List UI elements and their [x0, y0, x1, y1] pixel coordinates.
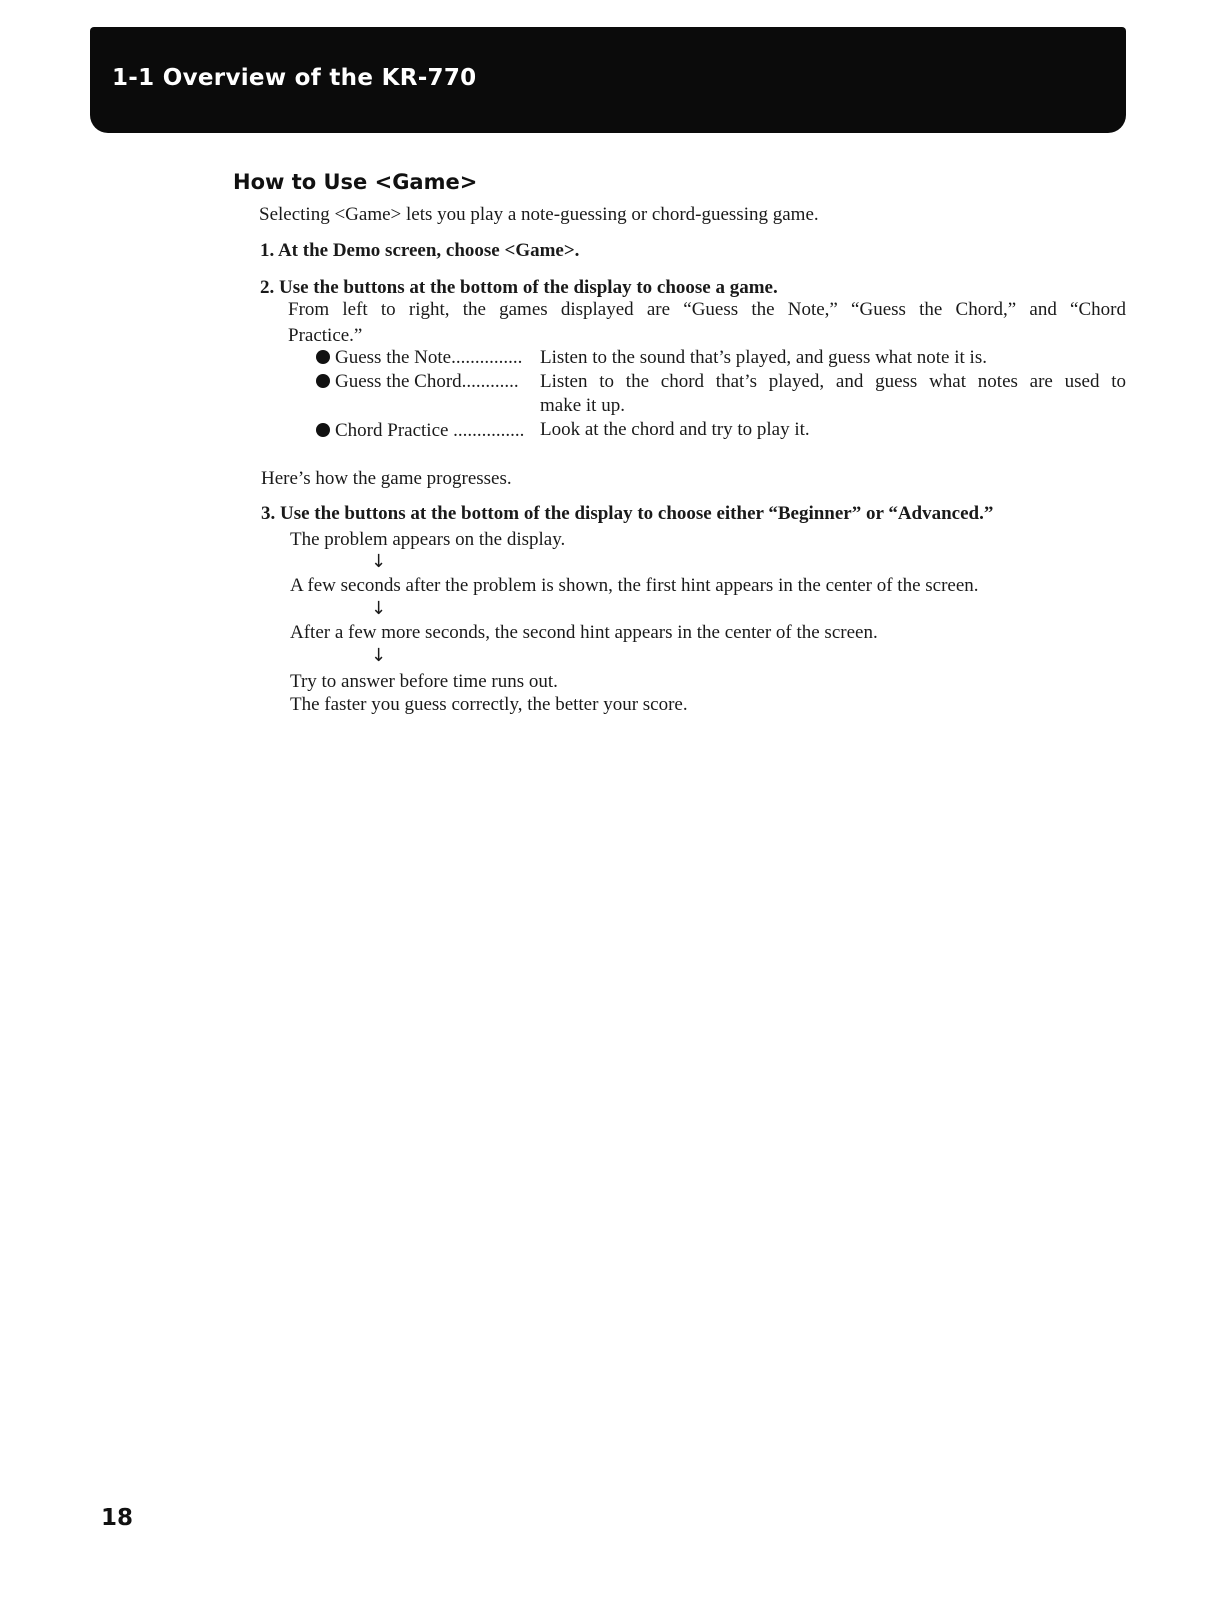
- game-description: Listen to the chord that’s played, and guess what notes are used to: [540, 371, 1126, 392]
- bullet-icon: [316, 350, 330, 364]
- progression-stage: The problem appears on the display.: [290, 529, 566, 550]
- game-name: Chord Practice ...............: [335, 420, 525, 441]
- progression-closing: The faster you guess correctly, the better your score.: [290, 694, 688, 715]
- step-number: 1.: [260, 240, 275, 261]
- section-intro: Selecting <Game> lets you play a note-guessing or chord-guessing game.: [259, 204, 819, 225]
- game-name: Guess the Chord............: [335, 371, 519, 392]
- game-list-item: [316, 346, 522, 370]
- progression-stage: After a few more seconds, the second hint appears in the center of the screen.: [290, 622, 878, 643]
- step-2-detail-line: Practice.”: [288, 325, 363, 346]
- game-list-item: [316, 370, 519, 394]
- progression-stage: A few seconds after the problem is shown, the first hint appears in the center of the screen.: [290, 575, 979, 596]
- step-instruction: Use the buttons at the bottom of the display to choose a game.: [279, 277, 778, 298]
- game-description: Look at the chord and try to play it.: [540, 419, 810, 440]
- progress-intro: Here’s how the game progresses.: [261, 468, 512, 489]
- down-arrow-icon: ↓: [371, 551, 387, 572]
- step-3: [261, 502, 993, 526]
- down-arrow-icon: ↓: [371, 645, 387, 666]
- page-number: 18: [101, 1505, 134, 1531]
- progression-stage: Try to answer before time runs out.: [290, 671, 558, 692]
- game-description: Listen to the sound that’s played, and guess what note it is.: [540, 347, 987, 368]
- step-instruction: At the Demo screen, choose <Game>.: [277, 240, 580, 261]
- bullet-icon: [316, 423, 330, 437]
- step-1: [260, 239, 579, 263]
- step-number: 2.: [260, 277, 275, 298]
- game-name: Guess the Note...............: [335, 347, 523, 368]
- game-list-item: [316, 419, 524, 443]
- step-2-detail-line: From left to right, the games displayed are “Guess the Note,” “Guess the Chord,” and “Chord: [288, 299, 1126, 320]
- game-description-continued: make it up.: [540, 395, 625, 416]
- chapter-header-bar: [90, 27, 1126, 133]
- step-2: [260, 276, 778, 300]
- chapter-title: 1-1 Overview of the KR-770: [112, 65, 477, 91]
- section-heading: How to Use <Game>: [233, 170, 478, 194]
- step-number: 3.: [261, 503, 276, 524]
- step-instruction: Use the buttons at the bottom of the display to choose either “Beginner” or “Advanced.”: [280, 503, 994, 524]
- bullet-icon: [316, 374, 330, 388]
- down-arrow-icon: ↓: [371, 598, 387, 619]
